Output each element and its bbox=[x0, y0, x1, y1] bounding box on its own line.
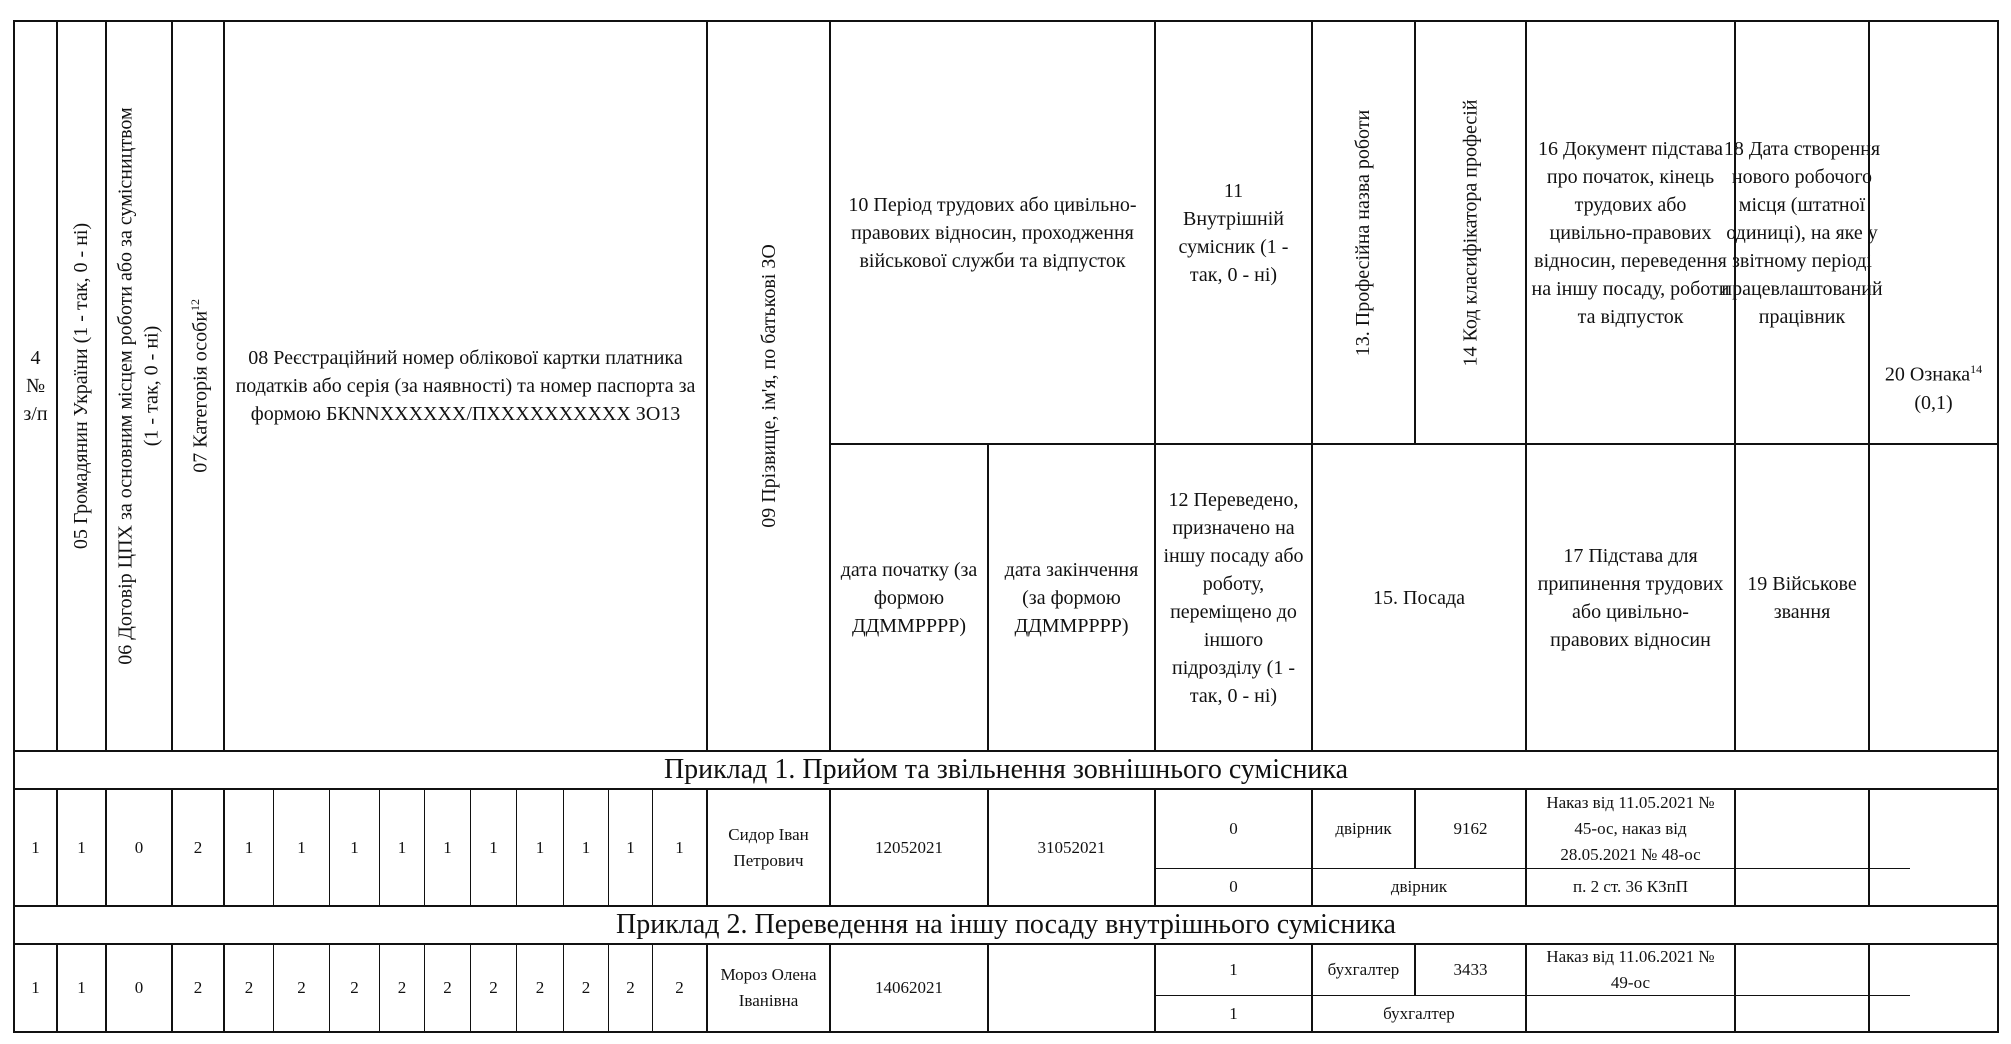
person-category: 2 bbox=[193, 978, 203, 997]
tax-id-digit: 1 bbox=[489, 837, 498, 857]
basis-document: Наказ від 11.05.2021 № 45-ос, наказ від 28.05.2021 № 48-ос bbox=[1546, 793, 1715, 864]
example-1-title: Приклад 1. Прийом та звільнення зовнішнього сумісника bbox=[663, 754, 1349, 785]
citizen-flag: 1 bbox=[77, 978, 86, 997]
tax-id-digit: 1 bbox=[443, 837, 452, 857]
header-col-09: 09 Прізвище, ім'я, по батькові ЗО bbox=[757, 244, 780, 528]
header-col-13: 13. Професійна назва роботи bbox=[1352, 109, 1375, 356]
internal-part-timer-flag: 0 bbox=[1229, 819, 1238, 838]
basis-document: Наказ від 11.06.2021 № 49-ос bbox=[1546, 947, 1715, 992]
tax-id-digit: 2 bbox=[675, 978, 684, 997]
header-col-15: 15. Посада bbox=[1373, 586, 1465, 609]
header-col-10-start: дата початку (за формою ДДММРРРР) bbox=[840, 558, 978, 637]
row-number: 1 bbox=[31, 837, 40, 857]
tax-id-digit: 2 bbox=[350, 978, 359, 997]
header-col-18: 18 Дата створення нового робочого місця (штатної одиниці), на яке у звітному періоді працевлаштований працівник bbox=[1721, 137, 1883, 328]
tax-id-digit: 1 bbox=[244, 837, 254, 857]
header-col-19: 19 Військове звання bbox=[1747, 572, 1857, 623]
end-date: 31052021 bbox=[1037, 837, 1106, 857]
start-date: 14062021 bbox=[875, 978, 943, 997]
header-col-17: 17 Підстава для припинення трудових або цивільно-правових відносин bbox=[1537, 544, 1724, 651]
header-col-06: 06 Договір ЦПХ за основним місцем роботи або за сумісництвом (1 - так, 0 - ні) bbox=[115, 107, 164, 665]
header-col-20: 20 Ознака$^{14}$ (0,1) bbox=[1884, 362, 1983, 414]
row-number: 1 bbox=[31, 978, 40, 997]
transfer-flag: 0 bbox=[1229, 877, 1238, 896]
profession-code: 9162 bbox=[1453, 819, 1488, 838]
tax-id-digit: 2 bbox=[297, 978, 306, 997]
header-col-08: 08 Реєстраційний номер облікової картки платника податків або серія (за наявності) та номер паспорта за формою БКNNXXXXXX/ПXXXXXXXXXX ЗО13 bbox=[235, 347, 696, 425]
header-col-07: 07 Категорія особи$^{12}$ bbox=[188, 299, 212, 473]
tax-id-digit: 2 bbox=[397, 978, 407, 997]
tax-id-digit: 1 bbox=[535, 837, 545, 857]
job-title: бухгалтер bbox=[1327, 960, 1400, 979]
full-name: Сидор Іван Петрович bbox=[728, 824, 809, 870]
tax-id-digit: 2 bbox=[626, 978, 635, 997]
tax-id-digit: 1 bbox=[350, 837, 359, 857]
full-name: Мороз Олена Іванівна bbox=[720, 965, 817, 1010]
header-col-14: 14 Код класифікатора професій bbox=[1459, 99, 1482, 366]
header-col-11: 11 Внутрішній сумісник (1 - так, 0 - ні) bbox=[1178, 179, 1289, 286]
profession-code: 3433 bbox=[1453, 960, 1488, 979]
termination-basis: п. 2 ст. 36 КЗпП bbox=[1572, 877, 1689, 896]
position: двірник bbox=[1390, 877, 1448, 896]
tax-id-digit: 1 bbox=[581, 837, 591, 857]
tax-id-digit: 2 bbox=[244, 978, 254, 997]
person-category: 2 bbox=[193, 837, 203, 857]
header-col-10-end: дата закінчення (за формою ДДММРРРР) bbox=[1004, 558, 1139, 637]
tax-id-digit: 1 bbox=[675, 837, 684, 857]
tax-id-digit: 1 bbox=[297, 837, 306, 857]
termination-basis bbox=[1527, 996, 1734, 1031]
header-col-12: 12 Переведено, призначено на іншу посаду або роботу, переміщено до іншого підрозділу (1 - так, 0 - ні) bbox=[1163, 488, 1304, 707]
tax-id-digit: 2 bbox=[535, 978, 545, 997]
tax-id-digit: 2 bbox=[443, 978, 452, 997]
header-col-16: 16 Документ підстава про початок, кінець трудових або цивільно-правових відносин, переведення на іншу посаду, роботи та відпусток bbox=[1531, 137, 1730, 328]
position: бухгалтер bbox=[1383, 1003, 1455, 1023]
citizen-flag: 1 bbox=[77, 837, 86, 857]
internal-part-timer-flag: 1 bbox=[1229, 960, 1238, 979]
end-date bbox=[989, 945, 1154, 1031]
contract-flag: 0 bbox=[134, 978, 144, 997]
tax-id-digit: 2 bbox=[581, 978, 591, 997]
start-date: 12052021 bbox=[875, 837, 943, 857]
header-col-05: 05 Громадянин України (1 - так, 0 - ні) bbox=[70, 222, 93, 550]
contract-flag: 0 bbox=[134, 837, 144, 857]
tax-id-digit: 1 bbox=[626, 837, 635, 857]
header-col-04: 4 № з/п bbox=[23, 347, 48, 425]
tax-id-digit: 2 bbox=[489, 978, 498, 997]
example-2-title: Приклад 2. Переведення на іншу посаду внутрішнього сумісника bbox=[616, 909, 1396, 940]
tax-id-digit: 1 bbox=[397, 837, 407, 857]
transfer-flag: 1 bbox=[1229, 1003, 1238, 1023]
header-col-10: 10 Період трудових або цивільно-правових відносин, проходження військової служби та відпусток bbox=[848, 193, 1137, 272]
job-title: двірник bbox=[1335, 819, 1392, 838]
